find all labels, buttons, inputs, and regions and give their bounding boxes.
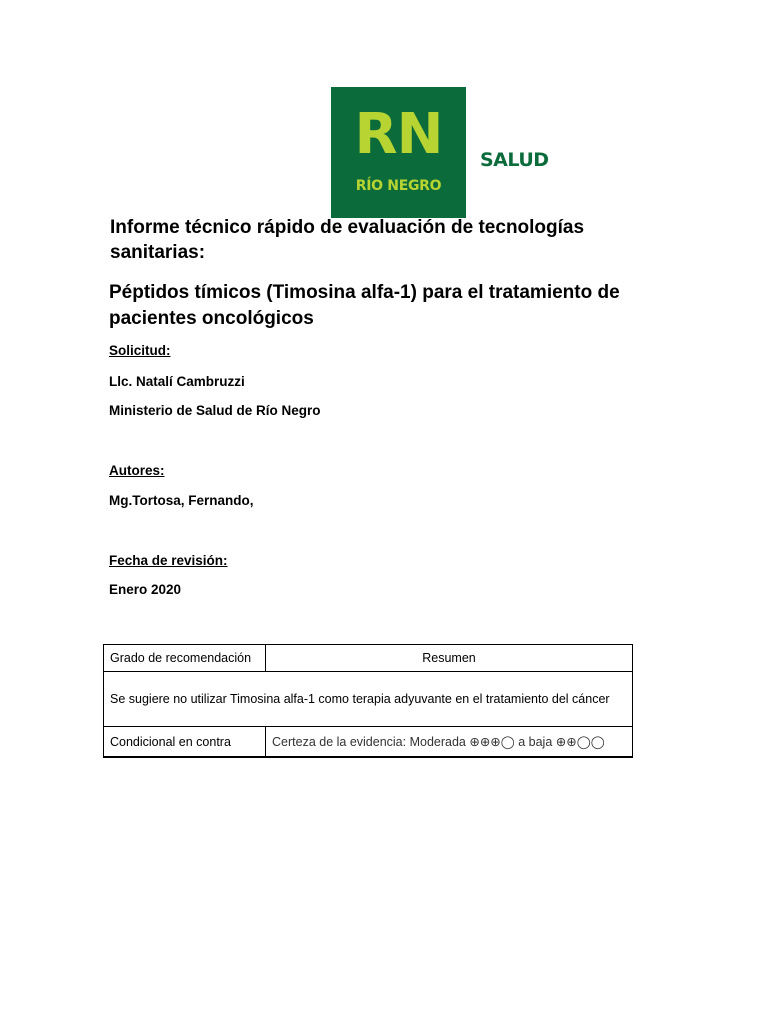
grade-value: Condicional en contra — [104, 727, 266, 758]
fecha-heading: Fecha de revisión: — [109, 553, 228, 568]
logo-initials: RN — [354, 102, 443, 167]
rio-negro-logo — [331, 87, 466, 218]
logo-salud-text: SALUD — [480, 149, 549, 171]
solicitud-org: Ministerio de Salud de Río Negro — [109, 403, 321, 418]
solicitud-name: Llc. Natalí Cambruzzi — [109, 374, 245, 389]
table-header-row — [104, 645, 633, 672]
fecha-value: Enero 2020 — [109, 582, 182, 597]
solicitud-heading: Solicitud: — [109, 343, 171, 358]
header-grado: Grado de recomendación — [104, 645, 266, 672]
certainty-value: Certeza de la evidencia: Moderada ⊕⊕⊕◯ a baja ⊕⊕◯◯ — [266, 727, 633, 758]
logo-region: RÍO NEGRO — [355, 178, 442, 194]
recommendation-table — [103, 644, 633, 758]
summary-text: Se sugiere no utilizar Timosina alfa-1 como terapia adyuvante en el tratamiento del cáncer — [104, 672, 633, 727]
summary-row — [104, 672, 633, 727]
report-title: Informe técnico rápido de evaluación de tecnologías sanitarias: — [110, 217, 585, 263]
autores-heading: Autores: — [109, 463, 165, 478]
header-resumen: Resumen — [266, 645, 633, 672]
report-subject: Péptidos tímicos (Timosina alfa-1) para el tratamiento de pacientes oncológicos — [109, 282, 620, 329]
autores-names: Mg.Tortosa, Fernando, — [109, 493, 254, 508]
grade-row — [104, 727, 633, 758]
